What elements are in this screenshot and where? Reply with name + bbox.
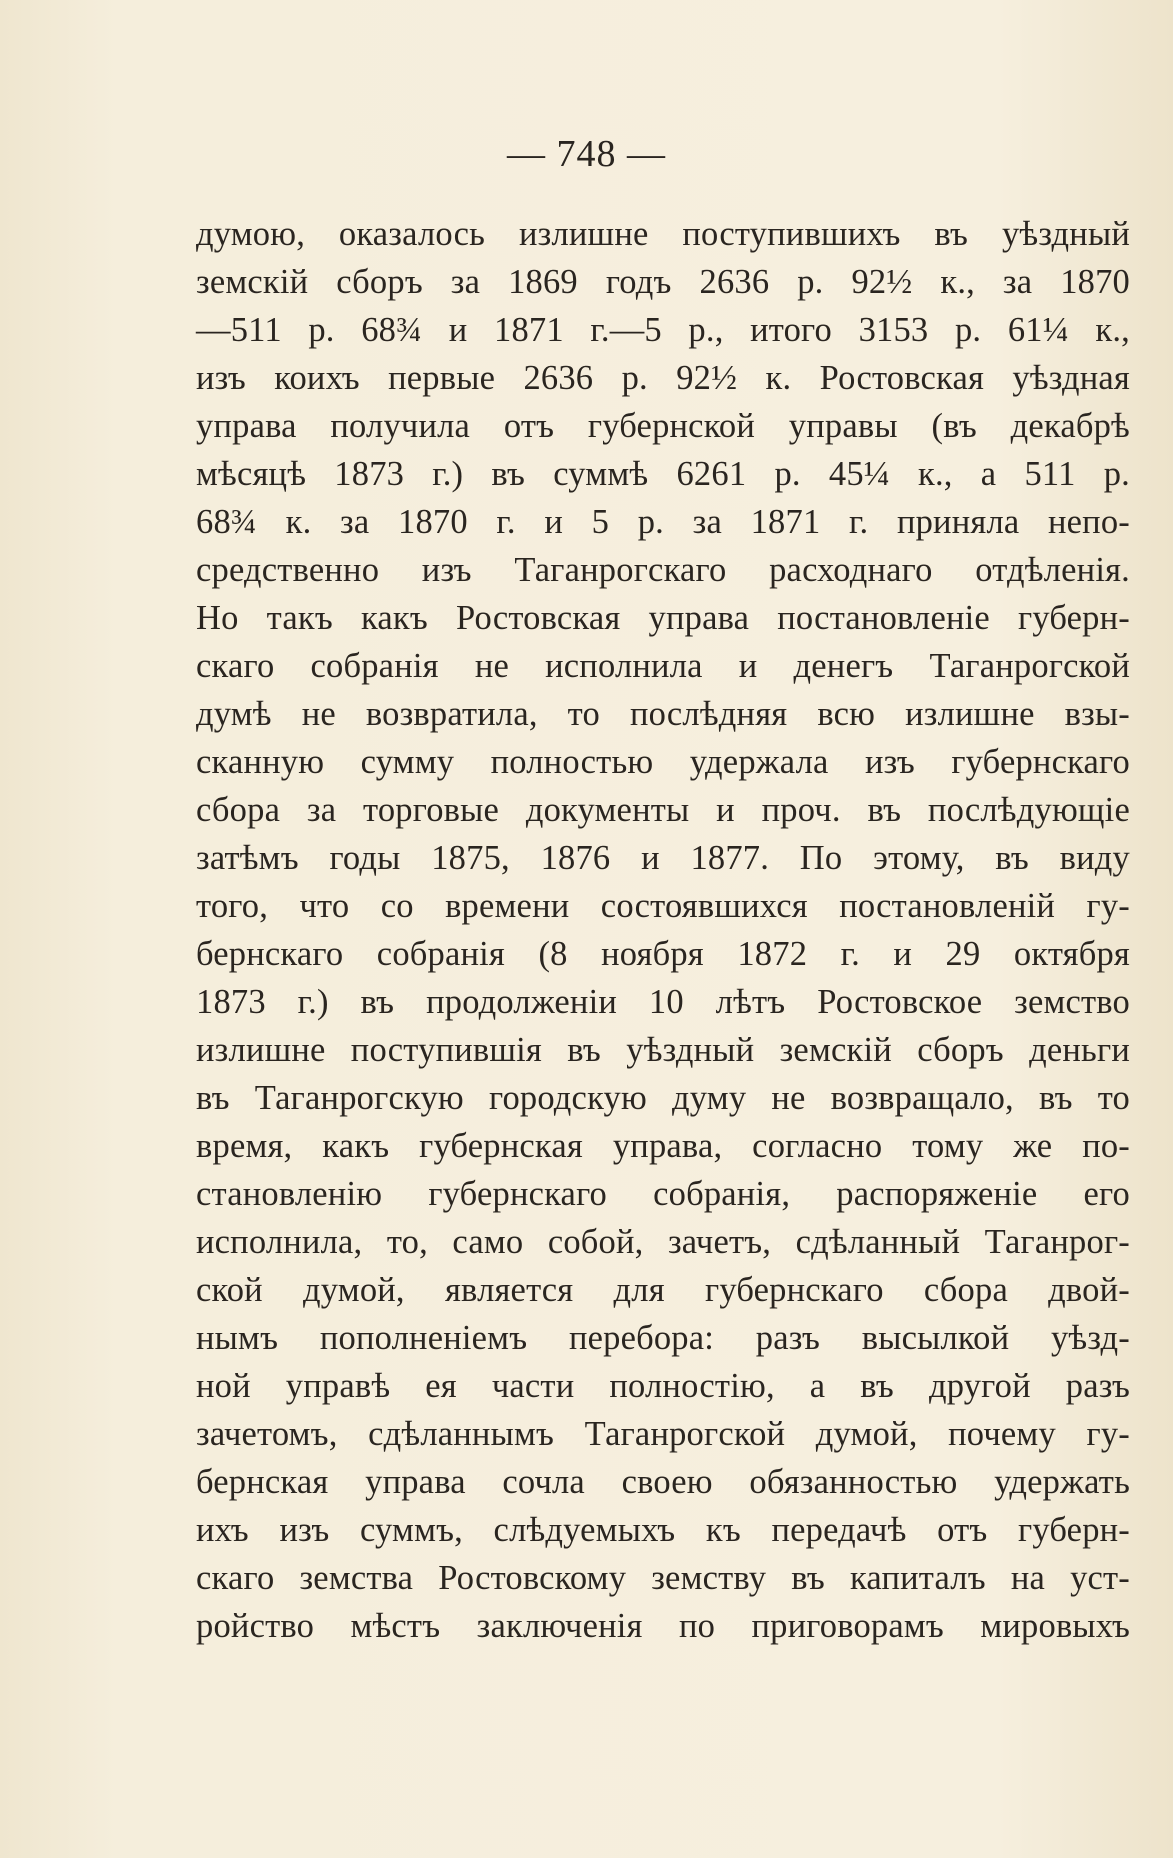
text-line: сканную сумму полностью удержала изъ губернскаго [196, 743, 1130, 781]
text-line: сбора за торговые документы и проч. въ послѣдующіе [196, 791, 1130, 829]
text-line: думѣ не возвратила, то послѣдняя всю излишне взы- [196, 695, 1130, 733]
text-line: бернская управа сочла своею обязанностью удержать [196, 1463, 1130, 1501]
text-line: становленію губернскаго собранія, распоряженіе его [196, 1175, 1130, 1213]
text-line: ной управѣ ея части полностію, а въ другой разъ [196, 1367, 1130, 1405]
text-line: зачетомъ, сдѣланнымъ Таганрогской думой, почему гу- [196, 1415, 1130, 1453]
text-line: 1873 г.) въ продолженіи 10 лѣтъ Ростовское земство [196, 983, 1130, 1021]
text-line: 68¾ к. за 1870 г. и 5 р. за 1871 г. приняла непо- [196, 503, 1130, 541]
text-line: бернскаго собранія (8 ноября 1872 г. и 29 октября [196, 935, 1130, 973]
text-line: управа получила отъ губернской управы (въ декабрѣ [196, 407, 1130, 445]
text-line: скаго собранія не исполнила и денегъ Таганрогской [196, 647, 1130, 685]
body-text [196, 210, 1130, 1650]
text-line: земскій сборъ за 1869 годъ 2636 р. 92½ к., за 1870 [196, 263, 1130, 301]
text-line: средственно изъ Таганрогскаго расходнаго отдѣленія. [196, 551, 1130, 589]
text-line: ской думой, является для губернскаго сбора двой- [196, 1271, 1130, 1309]
text-line: думою, оказалось излишне поступившихъ въ уѣздный [196, 215, 1130, 253]
text-line: нымъ пополненіемъ перебора: разъ высылкой уѣзд- [196, 1319, 1130, 1357]
text-line: мѣсяцѣ 1873 г.) въ суммѣ 6261 р. 45¼ к., а 511 р. [196, 455, 1130, 493]
page-number: — 748 — [507, 133, 666, 175]
text-line: затѣмъ годы 1875, 1876 и 1877. По этому, въ виду [196, 839, 1130, 877]
text-line: ихъ изъ суммъ, слѣдуемыхъ къ передачѣ отъ губерн- [196, 1511, 1130, 1549]
text-line: ройство мѣстъ заключенія по приговорамъ мировыхъ [196, 1607, 1130, 1645]
text-line: время, какъ губернская управа, согласно тому же по- [196, 1127, 1130, 1165]
text-line: скаго земства Ростовскому земству въ капиталъ на уст- [196, 1559, 1130, 1597]
text-line: исполнила, то, само собой, зачетъ, сдѣланный Таганрог- [196, 1223, 1130, 1261]
text-line: изъ коихъ первые 2636 р. 92½ к. Ростовская уѣздная [196, 359, 1130, 397]
text-line: въ Таганрогскую городскую думу не возвращало, въ то [196, 1079, 1130, 1117]
text-line: Но такъ какъ Ростовская управа постановленіе губерн- [196, 599, 1130, 637]
text-line: —511 р. 68¾ и 1871 г.—5 р., итого 3153 р. 61¼ к., [196, 311, 1130, 349]
text-line: излишне поступившія въ уѣздный земскій сборъ деньги [196, 1031, 1130, 1069]
text-line: того, что со времени состоявшихся постановленій гу- [196, 887, 1130, 925]
